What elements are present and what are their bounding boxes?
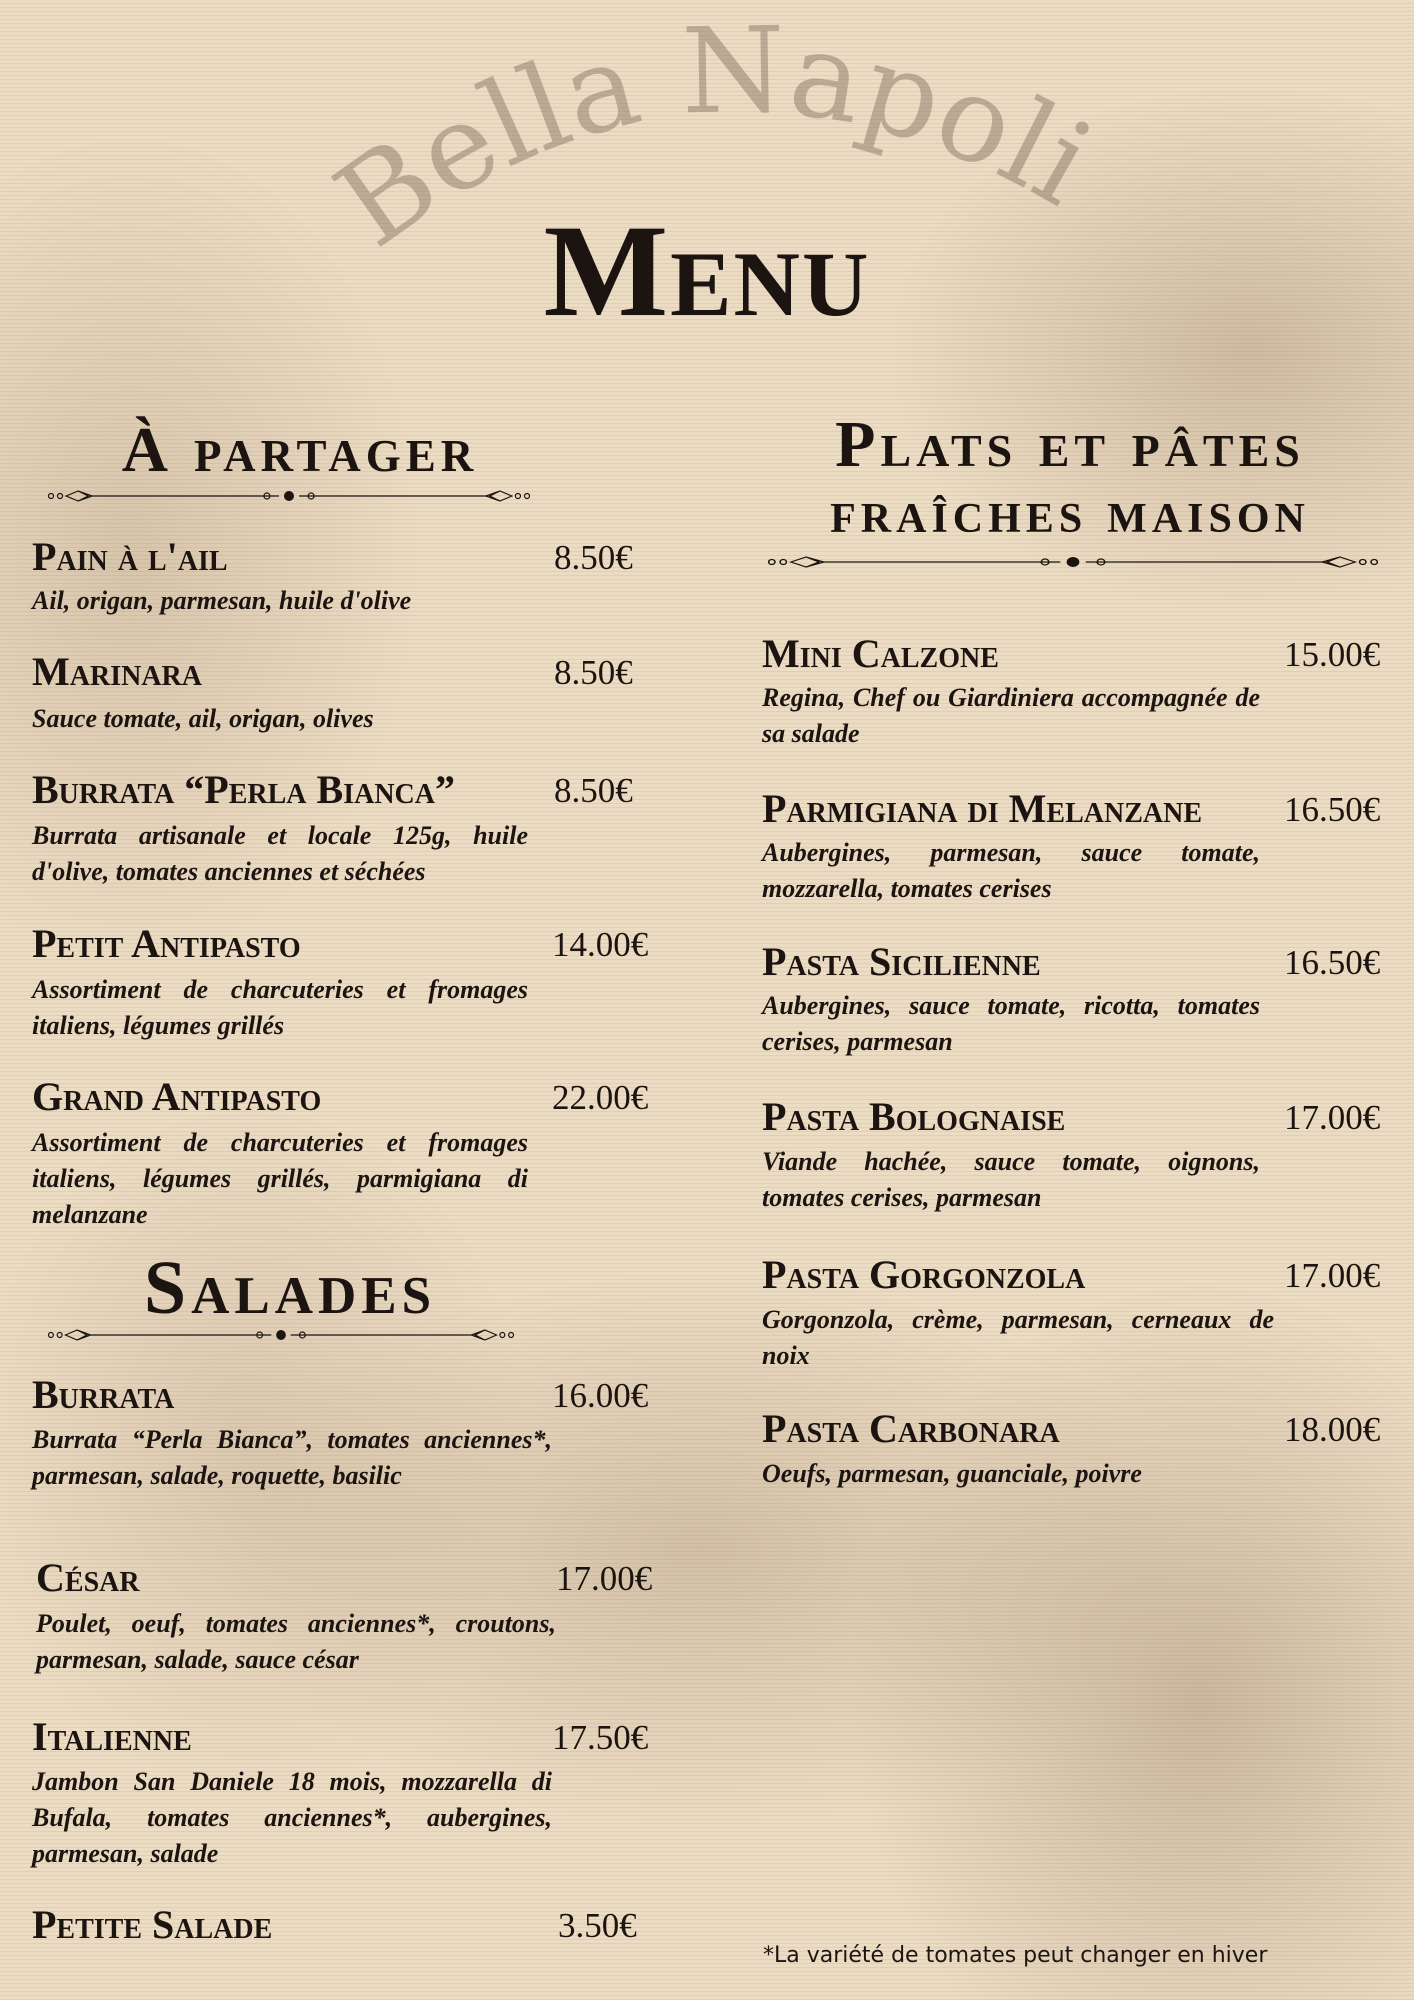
- menu-item-name: Burrata: [32, 1372, 175, 1417]
- menu-item-name: Pasta Carbonara: [762, 1406, 1060, 1451]
- menu-item-price: 14.00€: [552, 925, 649, 964]
- menu-item-price: 17.00€: [1284, 1098, 1381, 1137]
- menu-item-price: 17.00€: [556, 1559, 653, 1598]
- menu-item-name: Italienne: [32, 1714, 192, 1759]
- menu-item-name: Marinara: [32, 649, 202, 694]
- menu-item-price: 18.00€: [1284, 1410, 1381, 1449]
- menu-title: Menu: [543, 197, 871, 344]
- section-title-plats-line2: fraîches maison: [830, 479, 1310, 545]
- menu-item-name: Pain à l'ail: [32, 534, 228, 579]
- menu-item-description: Poulet, oeuf, tomates anciennes*, croutons, parmesan, salade, sauce césar: [36, 1609, 556, 1674]
- section-divider: [768, 552, 1378, 572]
- menu-item-name: Grand Antipasto: [32, 1074, 322, 1119]
- menu-item-description: Aubergines, parmesan, sauce tomate, mozzarella, tomates cerises: [762, 838, 1260, 903]
- menu-item-description: Gorgonzola, crème, parmesan, cerneaux de noix: [762, 1305, 1274, 1370]
- menu-item-name: Pasta Bolognaise: [762, 1094, 1066, 1139]
- menu-item-description: Aubergines, sauce tomate, ricotta, tomates cerises, parmesan: [762, 991, 1260, 1056]
- menu-item-price: 22.00€: [552, 1078, 649, 1117]
- menu-item-price: 8.50€: [554, 653, 633, 692]
- menu-item-price: 16.50€: [1284, 790, 1381, 829]
- menu-item-name: Pasta Sicilienne: [762, 939, 1041, 984]
- menu-item-name: Burrata “Perla Bianca”: [32, 767, 455, 812]
- menu-item-name: Petit Antipasto: [32, 921, 301, 966]
- menu-item-price: 16.50€: [1284, 943, 1381, 982]
- menu-item-price: 17.50€: [552, 1718, 649, 1757]
- menu-item-description: Burrata “Perla Bianca”, tomates anciennes*, parmesan, salade, roquette, basilic: [32, 1425, 552, 1490]
- menu-item-description: Sauce tomate, ail, origan, olives: [32, 704, 374, 733]
- menu-item-price: 15.00€: [1284, 635, 1381, 674]
- menu-item-name: Pasta Gorgonzola: [762, 1252, 1086, 1297]
- menu-item-name: Mini Calzone: [762, 631, 999, 676]
- menu-item-description: Oeufs, parmesan, guanciale, poivre: [762, 1459, 1142, 1488]
- menu-item-price: 8.50€: [554, 771, 633, 810]
- menu-item-price: 17.00€: [1284, 1256, 1381, 1295]
- section-title-partager: À partager: [121, 414, 479, 485]
- menu-item-name: César: [36, 1555, 140, 1600]
- menu-item-price: 3.50€: [558, 1906, 637, 1945]
- menu-item-name: Petite Salade: [32, 1902, 273, 1947]
- menu-item-description: Assortiment de charcuteries et fromages italiens, légumes grillés, parmigiana di melanzane: [32, 1128, 528, 1229]
- footnote: *La variété de tomates peut changer en hiver: [763, 1943, 1268, 1968]
- menu-item-description: Jambon San Daniele 18 mois, mozzarella di Bufala, tomates anciennes*, aubergines, parmesan, salade: [32, 1767, 552, 1868]
- menu-item-description: Regina, Chef ou Giardiniera accompagnée de sa salade: [762, 683, 1260, 748]
- section-divider: [48, 486, 530, 506]
- menu-item-description: Ail, origan, parmesan, huile d'olive: [32, 586, 412, 615]
- section-divider: [48, 1325, 514, 1345]
- section-title-salades: Salades: [143, 1246, 437, 1330]
- svg-text:Bella Napoli: Bella Napoli: [311, 0, 1114, 274]
- menu-item-price: 16.00€: [552, 1376, 649, 1415]
- menu-item-price: 8.50€: [554, 538, 633, 577]
- menu-item-description: Burrata artisanale et locale 125g, huile d'olive, tomates anciennes et séchées: [32, 821, 528, 886]
- section-title-plats-line1: Plats et pâtes: [835, 408, 1305, 481]
- menu-item-name: Parmigiana di Melanzane: [762, 786, 1202, 831]
- menu-item-description: Viande hachée, sauce tomate, oignons, tomates cerises, parmesan: [762, 1147, 1260, 1212]
- menu-item-description: Assortiment de charcuteries et fromages italiens, légumes grillés: [32, 975, 528, 1040]
